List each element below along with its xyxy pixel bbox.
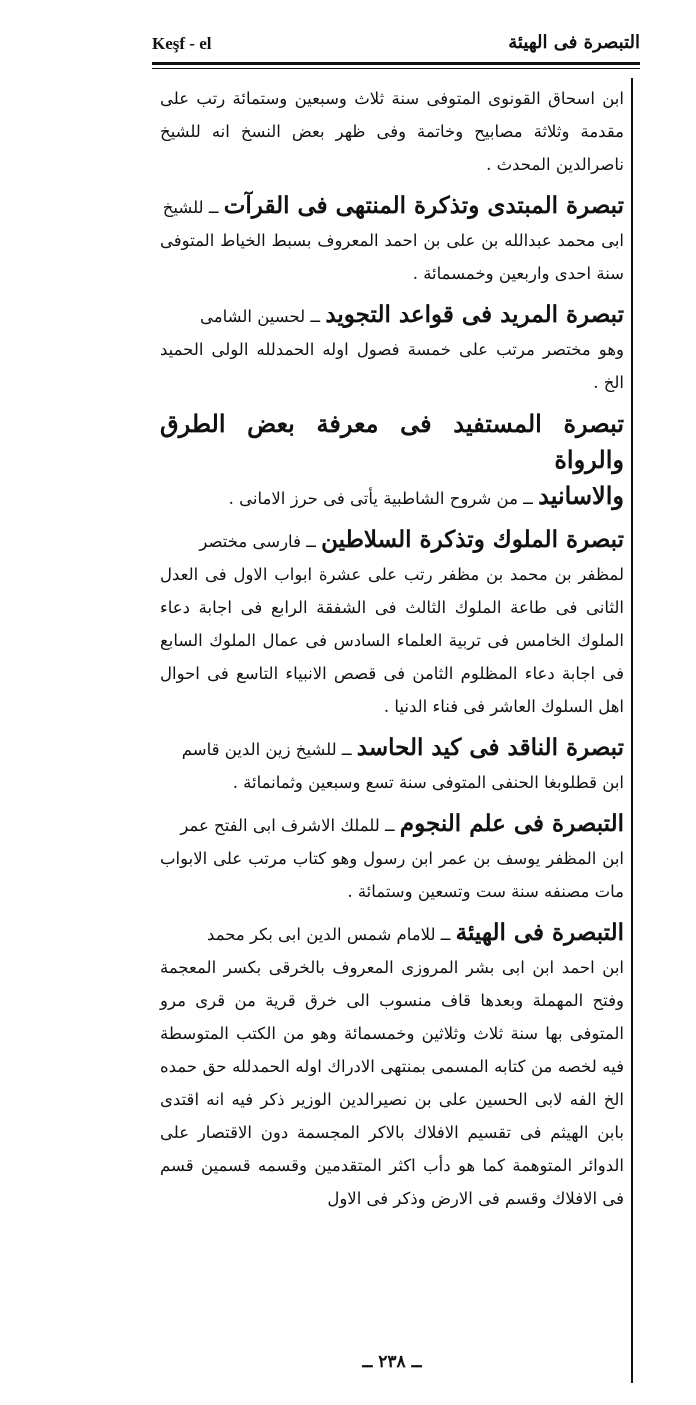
entry-body: ابى محمد عبدالله بن على بن احمد المعروف بسبط الخياط المتوفى سنة احدى واربعين وخمسمائة . xyxy=(160,231,624,283)
entry-attribution: ــ للشيخ xyxy=(162,198,224,217)
entry-attribution: ــ للشيخ زين الدين قاسم xyxy=(181,740,357,759)
entry-attribution: ــ لحسين الشامى xyxy=(200,307,326,326)
header-rule-thick xyxy=(152,62,640,65)
entry-attribution: ــ للملك الاشرف ابى الفتح عمر xyxy=(180,816,400,835)
entry-title-continued: والاسانيد xyxy=(538,481,624,510)
page-number: ــ ٢٣٨ ــ xyxy=(362,1352,422,1372)
entry-body: وهو مختصر مرتب على خمسة فصول اوله الحمدلله الولى الحميد الخ . xyxy=(160,340,624,392)
entry-attribution: ــ فارسى مختصر xyxy=(199,532,322,551)
entry-attribution: ــ للامام شمس الدين ابى بكر محمد xyxy=(207,925,456,944)
entry-tabsirat-al-naqid xyxy=(160,731,624,799)
entry-title: تبصرة الملوك وتذكرة السلاطين xyxy=(321,526,624,553)
header-arabic-title: التبصرة فى الهيئة xyxy=(508,32,640,53)
entry-al-tabsira-fi-al-haya xyxy=(160,916,624,1215)
entry-al-tabsira-fi-ilm-al-nujum xyxy=(160,807,624,908)
header-latin-title: Keşf - el xyxy=(152,34,212,53)
entry-continued xyxy=(160,82,624,181)
entry-attribution: ــ من شروح الشاطبية يأتى فى حرز الامانى . xyxy=(228,489,539,508)
page-body xyxy=(160,82,624,1215)
entry-body: ابن احمد ابن ابى بشر المروزى المعروف بالخرقى بكسر المعجمة وفتح المهملة وبعدها قاف منسوب الى خرق قرية من قرى مرو المتوفى بها سنة ثلاث وثلاثين وخمسمائة وهو من الكتب المتوسطة فيه لخصه من كتابه المسمى بمنتهى الادراك اوله الحمدلله حق حمده الخ الفه لابى الحسين على بن نصيرالدين الوزير ذكر فيه انه اقتدى بابن الهيثم فى تقسيم الافلاك بالاكر المجسمة دون الاقتصار على الدوائر المتوهمة كما هو دأب اكثر المتقدمين وقسمه قسمين قسم فى الافلاك وقسم فى الارض وذكر فى الاول xyxy=(160,958,624,1208)
entry-tabsirat-al-muluk xyxy=(160,523,624,723)
entry-title: التبصرة فى علم النجوم xyxy=(399,810,624,837)
entry-tabsirat-al-mustafid xyxy=(160,407,624,515)
margin-rule xyxy=(631,78,633,1383)
entry-body: ابن قطلوبغا الحنفى المتوفى سنة تسع وسبعين وثمانمائة . xyxy=(232,773,624,792)
entry-title: التبصرة فى الهيئة xyxy=(455,919,624,946)
header-rule-thin xyxy=(152,68,640,69)
entry-title: تبصرة الناقد فى كيد الحاسد xyxy=(356,734,624,761)
entry-title: تبصرة المريد فى قواعد التجويد xyxy=(325,301,624,328)
entry-tabsirat-al-mubtadi xyxy=(160,189,624,290)
entry-title: تبصرة المستفيد فى معرفة بعض الطرق والرواة xyxy=(160,409,624,474)
entry-body: ابن اسحاق القونوى المتوفى سنة ثلاث وسبعين وستمائة رتب على مقدمة وثلاثة مصابيح وخاتمة وفى ظهر بعض النسخ انه للشيخ ناصرالدين المحدث . xyxy=(160,89,624,174)
entry-tabsirat-al-murid xyxy=(160,298,624,399)
entry-title: تبصرة المبتدى وتذكرة المنتهى فى القرآت xyxy=(223,192,624,219)
entry-body: ابن المظفر يوسف بن عمر ابن رسول وهو كتاب مرتب على الابواب مات مصنفه سنة ست وتسعين وستمائة . xyxy=(160,849,624,901)
entry-body: لمظفر بن محمد بن مظفر رتب على عشرة ابواب الاول فى العدل الثانى فى طاعة الملوك الثالث فى الشفقة الرابع فى اجابة دعاء الملوك الخامس فى تربية العلماء السادس فى عمال الملوك السابع فى اجابة دعاء المظلوم الثامن فى قصص الانبياء التاسع فى احوال اهل السلوك العاشر فى فناء الدنيا . xyxy=(160,565,624,716)
running-header xyxy=(152,28,640,62)
